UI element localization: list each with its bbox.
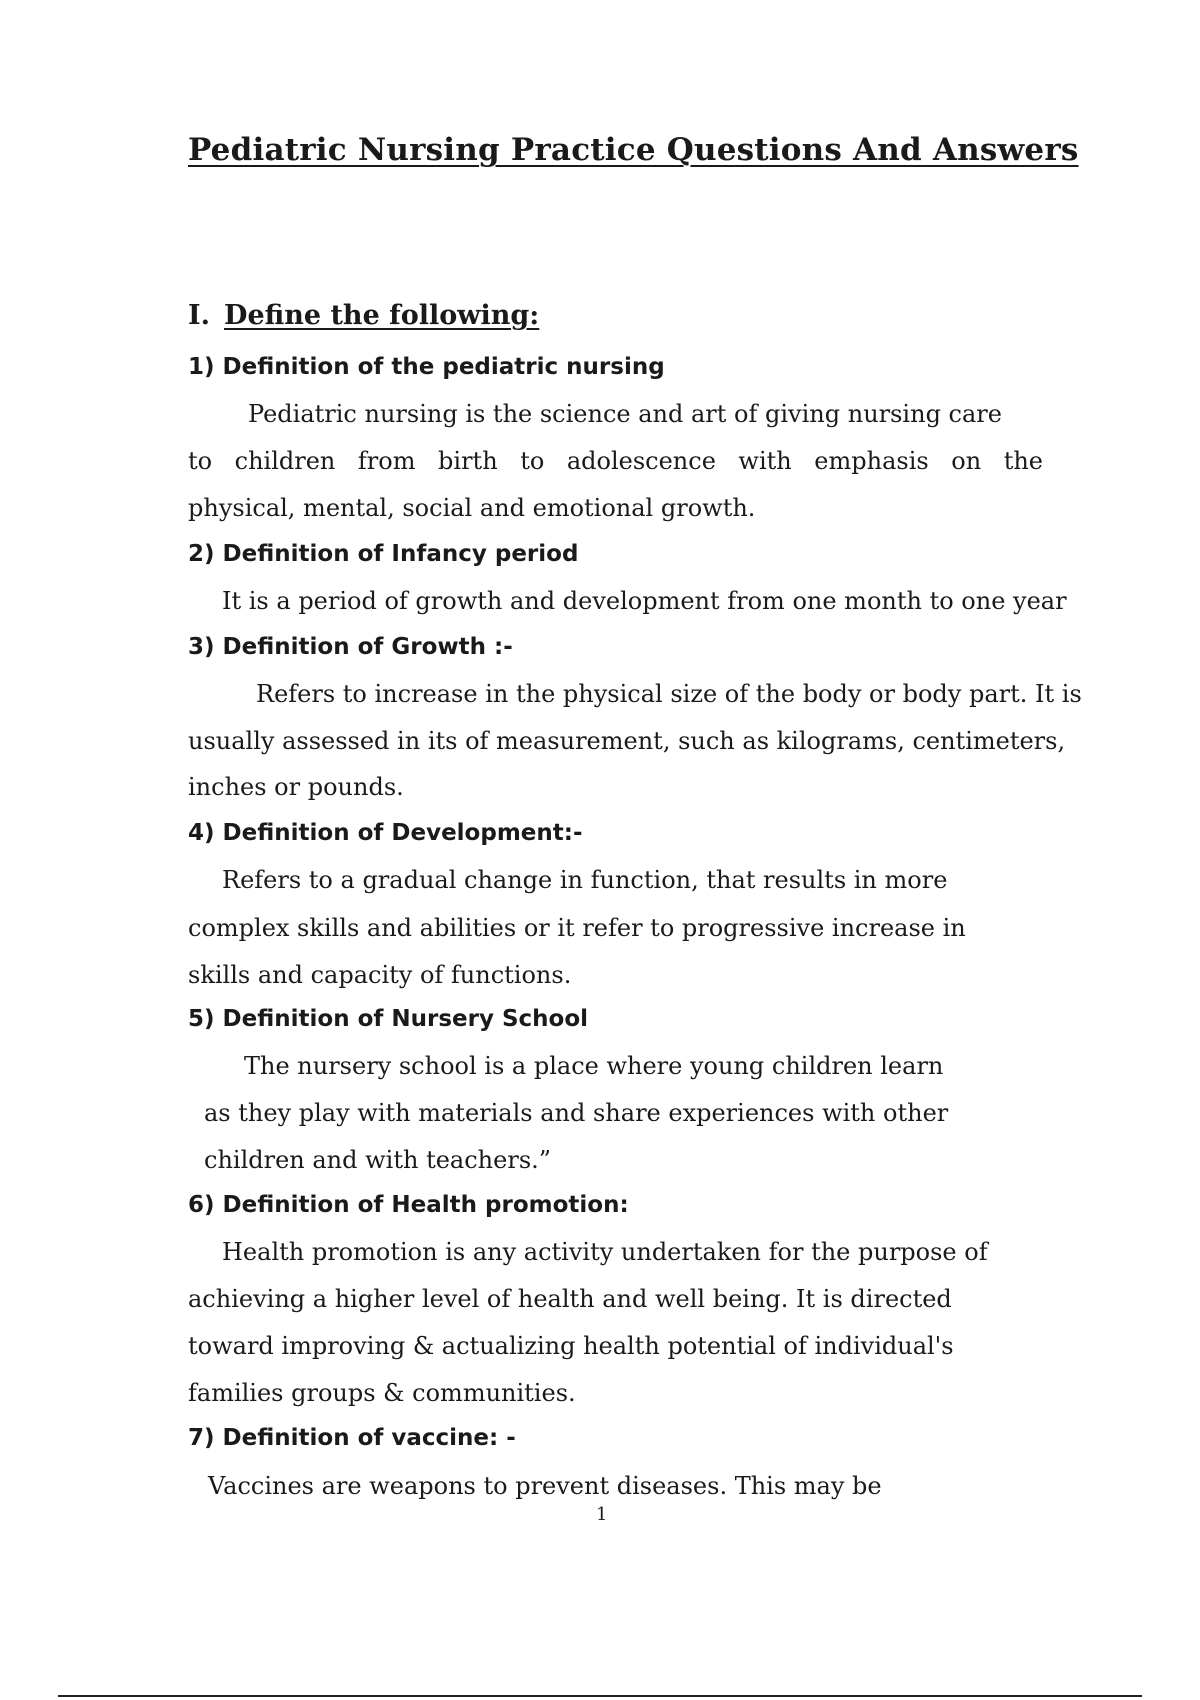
item-heading-text: Definition of Infancy period	[222, 541, 579, 567]
footer-divider	[58, 1695, 1142, 1697]
item-number: 3)	[188, 634, 215, 660]
definition-line: Refers to a gradual change in function, that results in more	[222, 866, 948, 894]
definition-line: complex skills and abilities or it refer to progressive increase in	[188, 914, 966, 942]
definition-line: Vaccines are weapons to prevent diseases. This may be	[208, 1472, 882, 1500]
definition-line: to children from birth to adolescence with emphasis on the	[188, 447, 1043, 475]
definition-line: Refers to increase in the physical size of the body or body part. It is	[256, 680, 1082, 708]
definition-heading-1	[188, 354, 665, 380]
definition-heading-3	[188, 634, 513, 660]
section-heading-text: Define the following:	[224, 300, 540, 331]
item-number: 7)	[188, 1425, 215, 1451]
item-heading-text: Definition of Development:-	[222, 820, 583, 846]
item-number: 1)	[188, 354, 215, 380]
definition-line: families groups & communities.	[188, 1379, 576, 1407]
definition-heading-2	[188, 541, 578, 567]
section-heading	[188, 300, 539, 331]
section-numeral: I.	[188, 300, 211, 331]
item-heading-text: Definition of the pediatric nursing	[222, 354, 665, 380]
definition-line: The nursery school is a place where young children learn	[244, 1052, 944, 1080]
item-number: 6)	[188, 1192, 215, 1218]
definition-line: usually assessed in its of measurement, such as kilograms, centimeters,	[188, 727, 1066, 755]
definition-line: It is a period of growth and development from one month to one year	[222, 587, 1067, 615]
definition-line: inches or pounds.	[188, 773, 404, 801]
definition-line: as they play with materials and share experiences with other	[204, 1099, 949, 1127]
item-number: 5)	[188, 1006, 215, 1032]
definition-heading-6	[188, 1192, 629, 1218]
definition-line: Pediatric nursing is the science and art of giving nursing care	[248, 400, 1002, 428]
definition-line: physical, mental, social and emotional growth.	[188, 494, 756, 522]
page-number: 1	[596, 1504, 608, 1525]
document-title: Pediatric Nursing Practice Questions And Answers	[188, 132, 1079, 168]
definition-heading-4	[188, 820, 583, 846]
definition-line: skills and capacity of functions.	[188, 961, 572, 989]
item-number: 2)	[188, 541, 215, 567]
item-heading-text: Definition of Growth :-	[222, 634, 513, 660]
item-number: 4)	[188, 820, 215, 846]
item-heading-text: Definition of Health promotion:	[222, 1192, 629, 1218]
definition-line: achieving a higher level of health and well being. It is directed	[188, 1285, 952, 1313]
definition-heading-5	[188, 1006, 588, 1032]
definition-line: toward improving & actualizing health potential of individual's	[188, 1332, 954, 1360]
item-heading-text: Definition of Nursery School	[222, 1006, 589, 1032]
item-heading-text: Definition of vaccine: -	[222, 1425, 516, 1451]
definition-line: Health promotion is any activity undertaken for the purpose of	[222, 1238, 988, 1266]
definition-heading-7	[188, 1425, 516, 1451]
definition-line: children and with teachers.”	[204, 1146, 552, 1174]
